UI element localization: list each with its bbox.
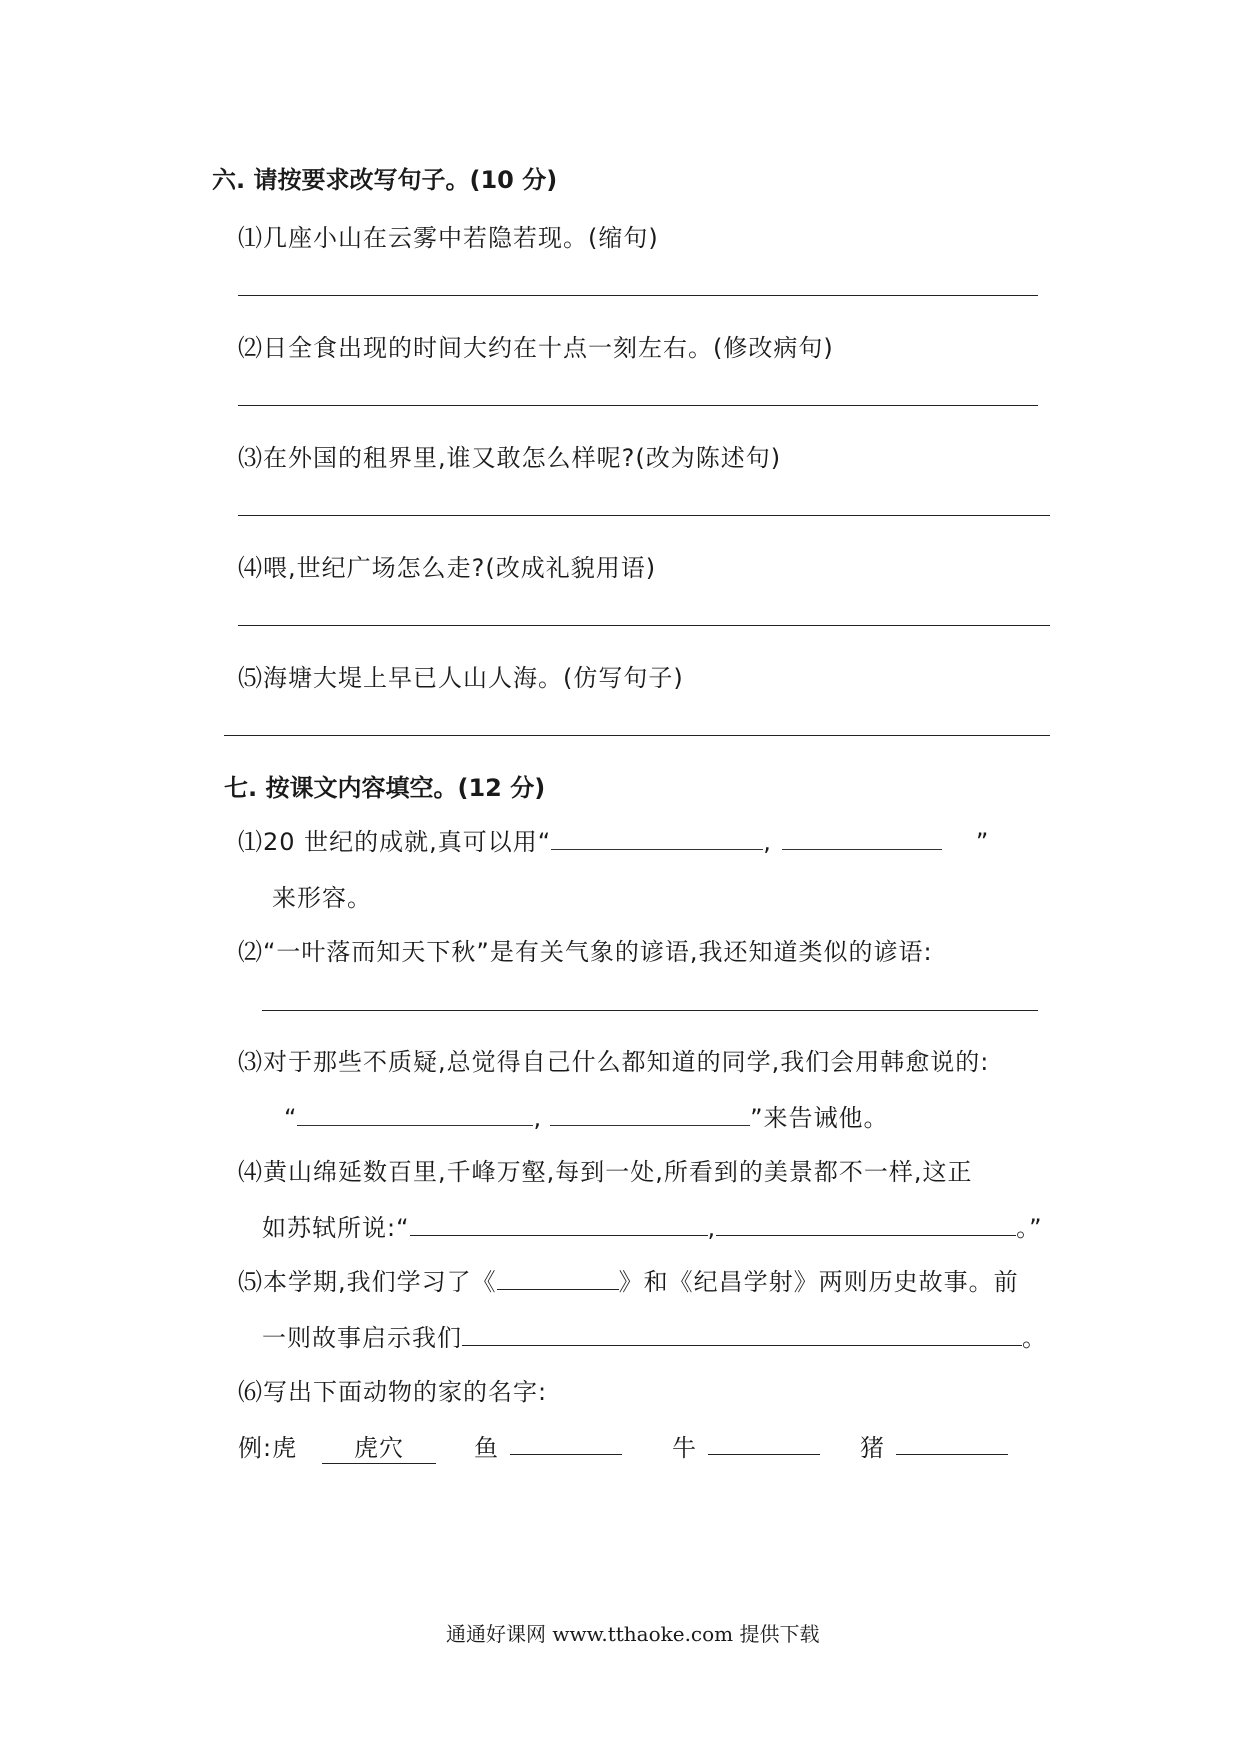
blank-animal-pig[interactable] [896, 1454, 1008, 1455]
question-7-3-end: ”来告诫他。 [750, 1104, 889, 1132]
question-7-2: ⑵“一叶落而知天下秋”是有关气象的谚语,我还知道类似的谚语: [238, 938, 933, 966]
blank-7-4-b[interactable] [716, 1213, 1016, 1236]
question-6-3: ⑶在外国的租界里,谁又敢怎么样呢?(改为陈述句) [238, 444, 782, 472]
question-7-4-end: 。” [1016, 1214, 1043, 1242]
blank-7-1-a[interactable] [551, 827, 763, 850]
question-7-4-cont-text: 如苏轼所说:“ [262, 1214, 410, 1242]
answer-line-6-1[interactable] [238, 295, 1038, 296]
question-7-5 [238, 1262, 1019, 1297]
answer-line-6-5[interactable] [224, 735, 1050, 736]
blank-7-5-b[interactable] [462, 1323, 1022, 1346]
section-7-heading: 七. 按课文内容填空。(12 分) [224, 774, 546, 802]
question-7-1 [238, 822, 989, 857]
question-7-4: ⑷黄山绵延数百里,千峰万壑,每到一处,所看到的美景都不一样,这正 [238, 1158, 973, 1186]
question-7-1-comma: , [763, 828, 772, 856]
blank-7-3-a[interactable] [297, 1103, 533, 1126]
question-7-4-continuation [262, 1208, 1043, 1243]
question-6-4: ⑷喂,世纪广场怎么走?(改成礼貌用语) [238, 554, 657, 582]
blank-7-5-a[interactable] [497, 1267, 619, 1290]
blank-animal-fish[interactable] [510, 1454, 622, 1455]
question-7-3: ⑶对于那些不质疑,总觉得自己什么都知道的同学,我们会用韩愈说的: [238, 1048, 990, 1076]
question-6-5: ⑸海塘大堤上早已人山人海。(仿写句子) [238, 664, 684, 692]
question-7-5-text-b: 》和《纪昌学射》两则历史故事。前 [618, 1268, 1019, 1296]
answer-line-7-2[interactable] [262, 1010, 1038, 1011]
question-7-1-text: ⑴20 世纪的成就,真可以用“ [238, 828, 552, 856]
question-7-1-close-quote: ” [975, 828, 990, 856]
question-7-6: ⑹写出下面动物的家的名字: [238, 1378, 548, 1406]
section-6-heading: 六. 请按要求改写句子。(10 分) [212, 166, 558, 194]
question-6-2: ⑵日全食出现的时间大约在十点一刻左右。(修改病句) [238, 334, 834, 362]
animal-fish: 鱼 [474, 1434, 499, 1462]
animal-cow: 牛 [672, 1434, 697, 1462]
question-7-3-comma: , [533, 1104, 543, 1132]
question-7-5-text-a: ⑸本学期,我们学习了《 [238, 1268, 497, 1296]
blank-7-4-a[interactable] [410, 1213, 708, 1236]
question-7-5-cont-text: 一则故事启示我们 [262, 1324, 462, 1352]
question-7-1-continuation: 来形容。 [272, 884, 372, 912]
question-7-6-example-answer: 虎穴 [322, 1428, 436, 1464]
question-7-3-open-quote: “ [284, 1104, 298, 1132]
question-7-4-comma: , [707, 1214, 717, 1242]
question-7-5-end: 。 [1022, 1324, 1047, 1352]
answer-line-6-2[interactable] [238, 405, 1038, 406]
footer-credit: 通通好课网 www.tthaoke.com 提供下载 [446, 1622, 820, 1646]
blank-animal-cow[interactable] [708, 1454, 820, 1455]
blank-7-3-b[interactable] [550, 1103, 750, 1126]
blank-7-1-b[interactable] [782, 827, 942, 850]
answer-line-6-4[interactable] [238, 625, 1050, 626]
question-6-1: ⑴几座小山在云雾中若隐若现。(缩句) [238, 224, 659, 252]
question-7-3-continuation [284, 1098, 889, 1133]
answer-line-6-3[interactable] [238, 515, 1050, 516]
question-7-5-continuation [262, 1318, 1047, 1353]
question-7-6-example-label: 例:虎 [238, 1434, 298, 1462]
animal-pig: 猪 [860, 1434, 885, 1462]
